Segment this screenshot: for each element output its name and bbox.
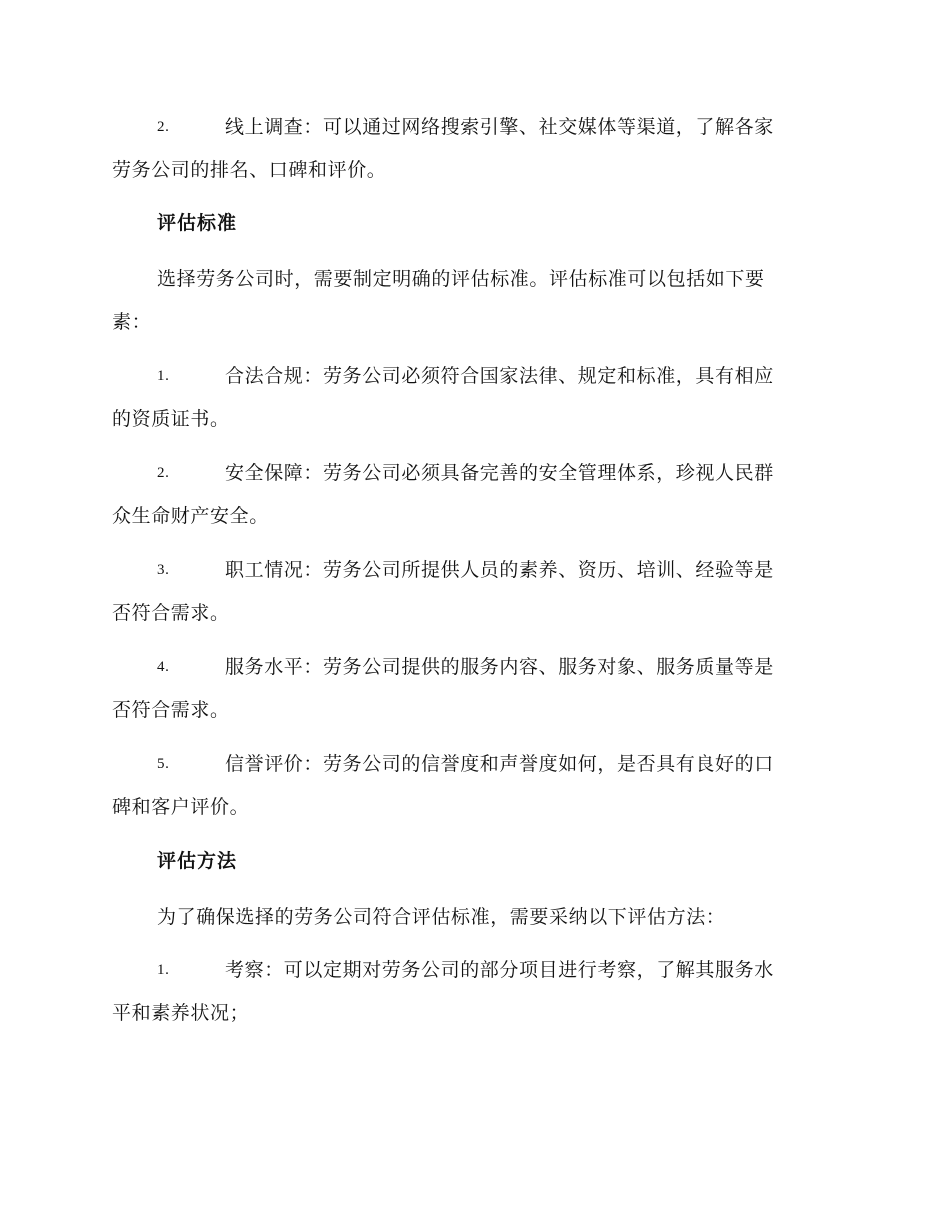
paragraph-text: 为了确保选择的劳务公司符合评估标准，需要采纳以下评估方法：: [157, 906, 726, 928]
list-item-number: 2.: [157, 465, 170, 481]
list-item: [112, 646, 834, 732]
list-item-text: 安全保障：劳务公司必须具备完善的安全管理体系，珍视人民群: [225, 462, 774, 484]
list-item: [112, 949, 834, 1035]
list-item-text-continued: 碑和客户评价。: [112, 796, 250, 818]
list-item-text-continued: 平和素养状况；: [112, 1002, 250, 1024]
list-item-text: 职工情况：劳务公司所提供人员的素养、资历、培训、经验等是: [225, 559, 774, 581]
list-item-text-continued: 否符合需求。: [112, 699, 230, 721]
section-heading: 评估方法: [157, 850, 238, 872]
section-heading: 评估标准: [157, 212, 238, 234]
list-item: [112, 106, 834, 192]
list-item-number: 4.: [157, 659, 170, 675]
list-item: [112, 743, 834, 829]
paragraph: [112, 896, 834, 939]
list-item-number: 2.: [157, 119, 170, 135]
list-item-text: 服务水平：劳务公司提供的服务内容、服务对象、服务质量等是: [225, 656, 774, 678]
paragraph: [112, 258, 834, 344]
list-item-text: 信誉评价：劳务公司的信誉度和声誉度如何，是否具有良好的口: [225, 753, 774, 775]
list-item-number: 1.: [157, 368, 170, 384]
paragraph-text-continued: 素：: [112, 311, 152, 333]
list-item-text-continued: 的资质证书。: [112, 408, 230, 430]
list-item-text-continued: 众生命财产安全。: [112, 505, 269, 527]
list-item-number: 3.: [157, 562, 170, 578]
list-item-text-continued: 否符合需求。: [112, 602, 230, 624]
list-item-number: 1.: [157, 962, 170, 978]
list-item-text: 考察：可以定期对劳务公司的部分项目进行考察，了解其服务水: [225, 959, 774, 981]
paragraph-text: 选择劳务公司时，需要制定明确的评估标准。评估标准可以包括如下要: [157, 268, 765, 290]
list-item: [112, 549, 834, 635]
list-item: [112, 355, 834, 441]
list-item-number: 5.: [157, 756, 170, 772]
list-item: [112, 452, 834, 538]
list-item-text: 合法合规：劳务公司必须符合国家法律、规定和标准，具有相应: [225, 365, 774, 387]
list-item-text-continued: 劳务公司的排名、口碑和评价。: [112, 159, 387, 181]
list-item-text: 线上调查：可以通过网络搜索引擎、社交媒体等渠道，了解各家: [225, 116, 774, 138]
